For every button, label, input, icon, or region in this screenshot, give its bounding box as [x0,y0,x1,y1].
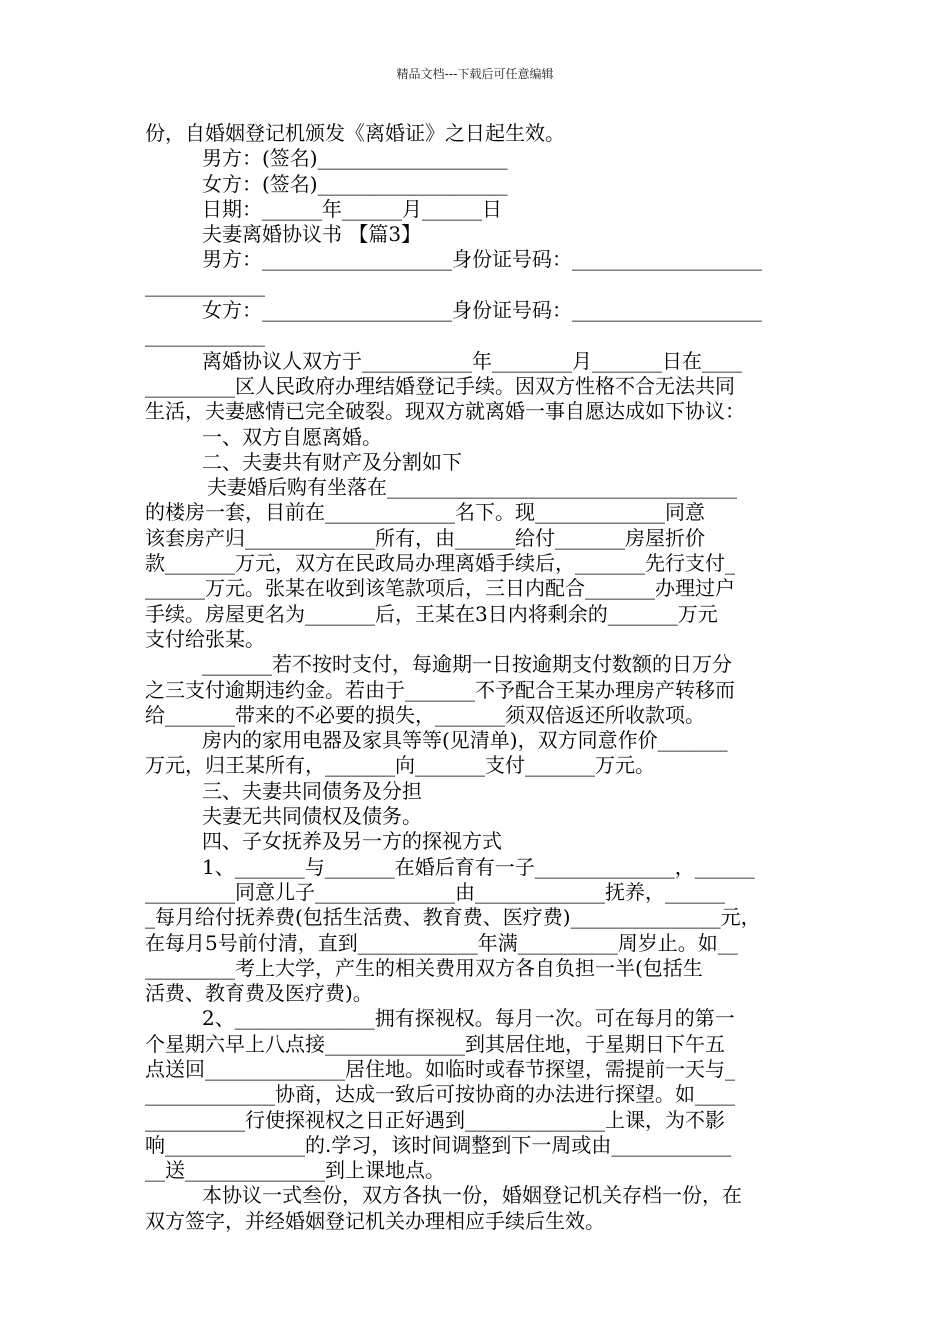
text-line: _______若不按时支付，每逾期一日按逾期支付数额的日万分 [202,652,732,677]
text-line: 本协议一式叁份，双方各执一份，婚姻登记机关存档一份，在 [202,1183,742,1208]
text-line: 双方签字，并经婚姻登记机关办理相应手续后生效。 [145,1208,605,1233]
date-line: 日期：______年______月______日 [202,196,502,221]
text-line: 该套房产归_____________所有，由______给付_______房屋折价 [145,525,705,550]
text-line: 房内的家用电器及家具等等(见清单)，双方同意作价_______ [202,728,728,753]
text-line: 万元，归王某所有，_______向_______支付_______万元。 [145,753,655,778]
clause-heading: 一、双方自愿离婚。 [202,424,382,449]
text-line: 点送回______________居住地。如临时或春节探望，需提前一天与_ [145,1056,735,1081]
text-line: _每月给付抚养费(包括生活费、教育费、医疗费)_______________元， [145,905,761,930]
female-signature-line: 女方：(签名)___________________ [202,171,508,196]
female-id-line: 女方：___________________身份证号码：___________________ [202,298,762,323]
text-line: 2、______________拥有探视权。每月一次。可在每月的第一 [202,1006,735,1031]
text-line: __送______________到上课地点。 [145,1158,445,1183]
document-body [145,121,810,1234]
male-id-line: 男方：___________________身份证号码：___________________ [202,247,762,272]
text-line: _________考上大学，产生的相关费用双方各自负担一半(包括生 [145,955,703,980]
text-line: 款_______万元，双方在民政局办理离婚手续后，_______先行支付_ [145,551,735,576]
text-line: 离婚协议人双方于___________年________月_______日在____ [202,348,742,373]
text-line: 份，自婚姻登记机颁发《离婚证》之日起生效。 [145,121,565,145]
text-line: 在每月5号前付清，直到____________年满__________周岁止。如__ [145,930,738,955]
text-line: 夫妻无共同债权及债务。 [202,804,422,829]
text-line: ____________ [145,272,265,297]
text-line: 生活，夫妻感情已完全破裂。现双方就离婚一事自愿达成如下协议： [145,399,745,424]
text-line: 夫妻婚后购有坐落在___________________________________ [207,475,737,500]
text-line: ______万元。张某在收到该笔款项后，三日内配合_______办理过户 [145,576,735,601]
text-line: 给_______带来的不必要的损失，_______须双倍返还所收款项。 [145,702,705,727]
text-line: 的楼房一套，目前在_____________名下。现_____________同意 [145,500,705,525]
text-line: 手续。房屋更名为_______后，王某在3日内将剩余的_______万元 [145,601,718,626]
section-title: 夫妻离婚协议书 【篇3】 [202,222,422,247]
text-line: __________行使探视权之日正好遇到______________上课，为不影 [145,1107,725,1132]
page-header: 精品文档---下载后可任意编辑 [396,67,554,81]
text-line: 响______________的.学习，该时间调整到下一周或由____________ [145,1132,732,1157]
text-line: _________同意儿子______________由_____________抚养，______ [145,879,725,904]
text-line: ____________ [145,323,265,348]
clause-heading: 二、夫妻共有财产及分割如下 [202,449,462,474]
clause-heading: 三、夫妻共同债务及分担 [202,778,422,803]
male-signature-line: 男方：(签名)___________________ [202,146,508,171]
text-line: 支付给张某。 [145,626,265,651]
text-line: _____________协商，达成一致后可按协商的办法进行探望。如____ [145,1082,735,1107]
text-line: _________区人民政府办理结婚登记手续。因双方性格不合无法共同 [145,373,735,398]
text-line: 1、_______与_______在婚后育有一子______________，______ [202,854,755,879]
text-line: 活费、教育费及医疗费)。 [145,981,373,1006]
text-line: 个星期六早上八点接______________到其居住地，于星期日下午五 [145,1031,725,1056]
clause-heading: 四、子女抚养及另一方的探视方式 [202,829,502,854]
text-line: 之三支付逾期违约金。若由于_______不予配合王某办理房产转移而 [145,677,735,702]
